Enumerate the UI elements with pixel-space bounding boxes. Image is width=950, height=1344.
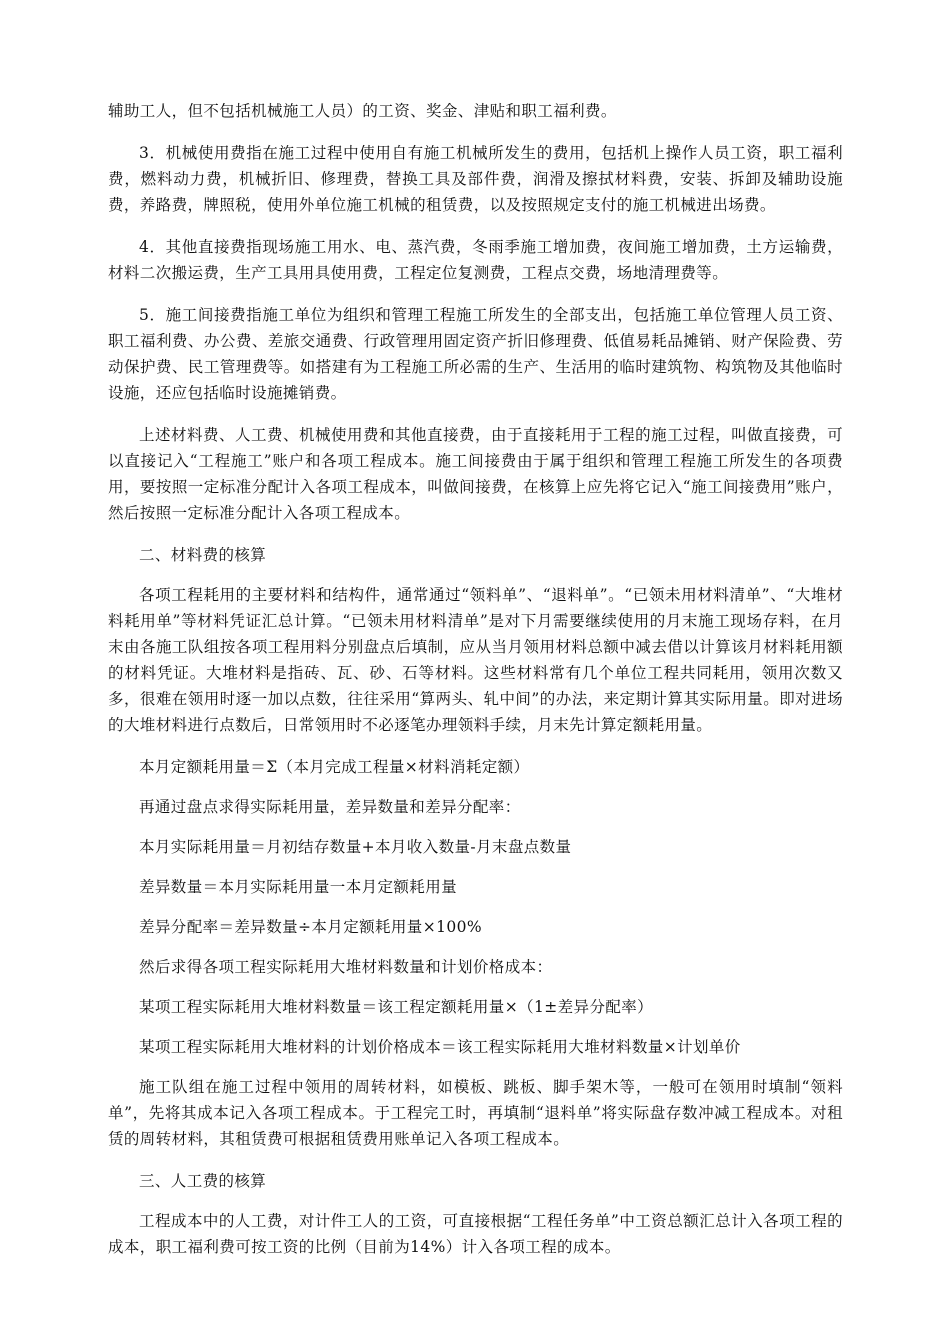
formula-project-bulk-quantity: 某项工程实际耗用大堆材料数量＝该工程定额耗用量×（1±差异分配率） <box>139 998 654 1016</box>
section-heading-material-cost: 二、材料费的核算 <box>139 546 267 564</box>
formula-actual-usage: 本月实际耗用量＝月初结存数量+本月收入数量-月末盘点数量 <box>139 838 572 856</box>
paragraph-labor-cost: 工程成本中的人工费，对计件工人的工资，可直接根据“工程任务单”中工资总额汇总计入各项工程的成本，职工福利费可按工资的比例（目前为14%）计入各项工程的成本。 <box>108 1212 843 1256</box>
formula-variance-quantity: 差异数量＝本月实际耗用量一本月定额耗用量 <box>139 878 458 896</box>
document-body <box>108 98 843 1276</box>
section-heading-labor-cost: 三、人工费的核算 <box>139 1172 267 1190</box>
paragraph-continuation: 辅助工人，但不包括机械施工人员）的工资、奖金、津贴和职工福利费。 <box>108 102 617 120</box>
paragraph-variance-intro: 再通过盘点求得实际耗用量，差异数量和差异分配率： <box>139 798 521 816</box>
formula-project-planned-cost: 某项工程实际耗用大堆材料的计划价格成本＝该工程实际耗用大堆材料数量×计划单价 <box>139 1038 741 1056</box>
paragraph-machinery-cost: 3．机械使用费指在施工过程中使用自有施工机械所发生的费用，包括机上操作人员工资，职工福利费，燃料动力费，机械折旧、修理费，替换工具及部件费，润滑及擦拭材料费，安装、拆卸及辅助设施费，养路费，牌照税，使用外单位施工机械的租赁费，以及按照规定支付的施工机械进出场费。 <box>108 144 843 214</box>
paragraph-revolving-materials: 施工队组在施工过程中领用的周转材料，如模板、跳板、脚手架木等，一般可在领用时填制“领料单”，先将其成本记入各项工程成本。于工程完工时，再填制“退料单”将实际盘存数冲减工程成本。对租赁的周转材料，其租赁费可根据租赁费用账单记入各项工程成本。 <box>108 1078 843 1148</box>
paragraph-indirect-cost: 5．施工间接费指施工单位为组织和管理工程施工所发生的全部支出，包括施工单位管理人员工资、职工福利费、办公费、差旅交通费、行政管理用固定资产折旧修理费、低值易耗品摊销、财产保险费、劳动保护费、民工管理费等。如搭建有为工程施工所必需的生产、生活用的临时建筑物、构筑物及其他临时设施，还应包括临时设施摊销费。 <box>108 306 843 402</box>
paragraph-material-vouchers: 各项工程耗用的主要材料和结构件，通常通过“领料单”、“退料单”。“已领未用材料清单”、“大堆材料耗用单”等材料凭证汇总计算。“已领未用材料清单”是对下月需要继续使用的月末施工现场存料，在月末由各施工队组按各项工程用料分别盘点后填制，应从当月领用材料总额中减去借以计算该月材料耗用额的材料凭证。大堆材料是指砖、瓦、砂、石等材料。这些材料常有几个单位工程共同耗用，领用次数又多，很难在领用时逐一加以点数，往往采用“算两头、轧中间”的办法，来定期计算其实际用量。即对进场的大堆材料进行点数后，日常领用时不必逐笔办理领料手续，月末先计算定额耗用量。 <box>108 586 843 734</box>
formula-variance-rate: 差异分配率＝差异数量÷本月定额耗用量×100% <box>139 918 482 936</box>
paragraph-direct-indirect-summary: 上述材料费、人工费、机械使用费和其他直接费，由于直接耗用于工程的施工过程，叫做直接费，可以直接记入“工程施工”账户和各项工程成本。施工间接费由于属于组织和管理工程施工所发生的各项费用，要按照一定标准分配计入各项工程成本，叫做间接费，在核算上应先将它记入“施工间接费用”账户，然后按照一定标准分配计入各项工程成本。 <box>108 426 843 522</box>
paragraph-other-direct-cost: 4．其他直接费指现场施工用水、电、蒸汽费，冬雨季施工增加费，夜间施工增加费，土方运输费，材料二次搬运费，生产工具用具使用费，工程定位复测费，工程点交费，场地清理费等。 <box>108 238 843 282</box>
paragraph-planned-cost-intro: 然后求得各项工程实际耗用大堆材料数量和计划价格成本： <box>139 958 553 976</box>
formula-quota-usage: 本月定额耗用量＝Σ（本月完成工程量×材料消耗定额） <box>139 758 530 776</box>
